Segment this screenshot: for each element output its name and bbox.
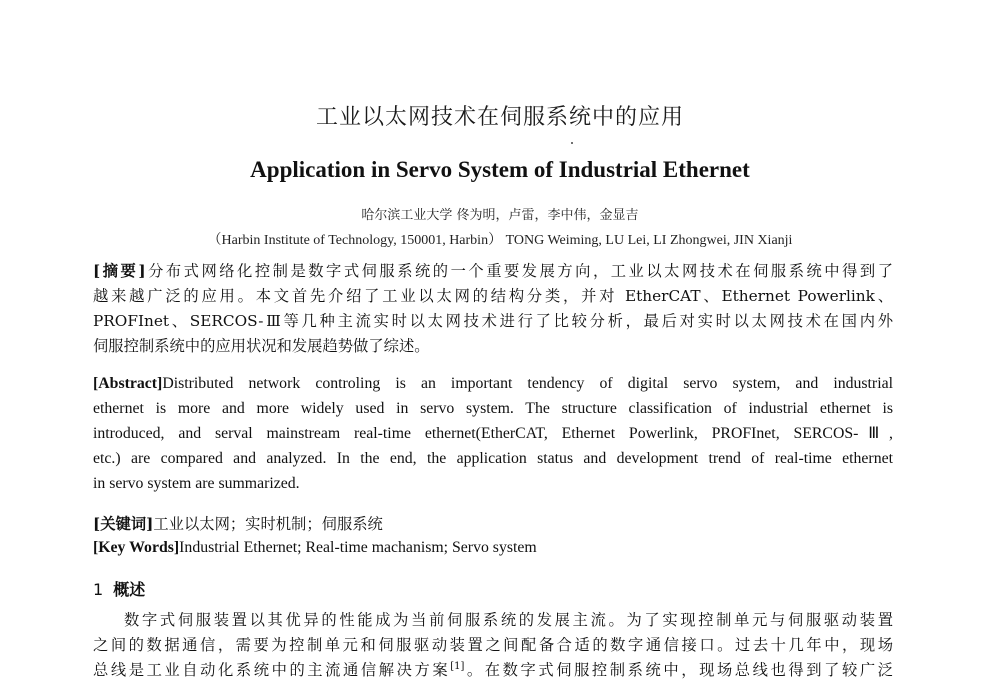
section-number: 1 [93, 580, 104, 599]
abstract-en-line: etc.) are compared and analyzed. In the end, the application status and development trend of real-time ethernet [93, 450, 893, 467]
body-line: 总线是工业自动化系统中的主流通信解决方案[1]。在数字式伺服控制系统中，现场总线也得到了较广泛 [93, 660, 893, 679]
abstract-en-line: in servo system are summarized. [93, 475, 300, 492]
abstract-en-label: [Abstract] [93, 375, 163, 392]
abstract-cn [93, 259, 893, 359]
body-line: 之间的数据通信，需要为控制单元和伺服驱动装置之间配备合适的数字通信接口。过去十几年中，现场 [93, 636, 893, 654]
abstract-cn-label: [摘要] [93, 262, 146, 280]
abstract-cn-line: 伺服控制系统中的应用状况和发展趋势做了综述。 [93, 337, 430, 355]
authors-cn: 哈尔滨工业大学 佟为明，卢雷，李中伟，金显吉 [361, 208, 639, 223]
abstract-cn-line: 越来越广泛的应用。本文首先介绍了工业以太网的结构分类，并对 EtherCAT、Ethernet Powerlink、 [93, 287, 893, 305]
authors-en: （Harbin Institute of Technology, 150001, Harbin） TONG Weiming, LU Lei, LI Zhongwei, JIN Xianji [207, 233, 793, 248]
keywords-cn [93, 512, 383, 534]
paper-title-cn: 工业以太网技术在伺服系统中的应用 [315, 105, 684, 130]
section-title: 概述 [113, 580, 146, 599]
abstract-en-line: ethernet is more and more widely used in servo system. The structure classification of industrial ethernet is [93, 400, 893, 417]
keywords-en-text: Industrial Ethernet; Real-time machanism; Servo system [179, 539, 537, 556]
keywords-en-label: [Key Words] [93, 539, 180, 556]
abstract-cn-line: PROFInet、SERCOS-Ⅲ等几种主流实时以太网技术进行了比较分析，最后对实时以太网技术在国内外 [93, 312, 893, 330]
citation-ref[interactable]: [1] [450, 660, 465, 672]
ink-dot [571, 142, 573, 144]
paper-title-en: Application in Servo System of Industrial Ethernet [250, 157, 750, 182]
keywords-en [93, 539, 537, 557]
section-heading [93, 577, 145, 600]
section-body [93, 608, 893, 683]
abstract-en [93, 371, 893, 496]
abstract-en-line: [Abstract]Distributed network controling is an important tendency of digital servo system, and industrial [93, 375, 893, 392]
keywords-cn-label: [关键词] [93, 515, 154, 533]
body-line: 数字式伺服装置以其优异的性能成为当前伺服系统的发展主流。为了实现控制单元与伺服驱动装置 [124, 611, 893, 629]
abstract-en-line: introduced, and serval mainstream real-time ethernet(EtherCAT, Ethernet Powerlink, PROFInet, SERCOS-Ⅲ, [93, 425, 893, 442]
abstract-cn-line: [摘要]分布式网络化控制是数字式伺服系统的一个重要发展方向，工业以太网技术在伺服系统中得到了 [93, 262, 893, 280]
keywords-cn-text: 工业以太网；实时机制；伺服系统 [153, 515, 383, 533]
